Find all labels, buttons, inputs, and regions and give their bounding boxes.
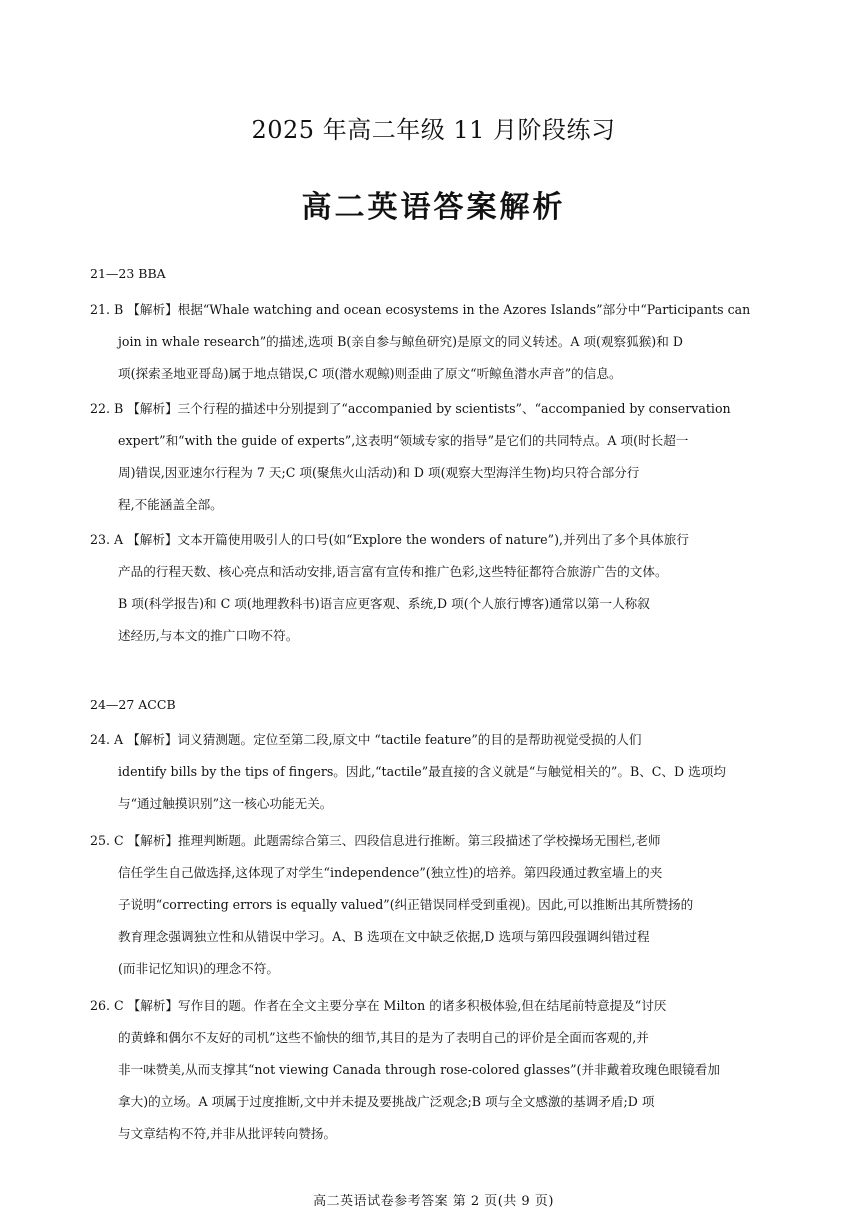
answer-line: (而非记忆知识)的理念不符。 <box>118 961 279 976</box>
answer-line: B 项(科学报告)和 C 项(地理教科书)语言应更客观、系统,D 项(个人旅行博客)通常以第一人称叙 <box>118 596 650 611</box>
document-title: 高二英语答案解析 <box>301 190 566 225</box>
answer-item-25 <box>90 825 780 985</box>
section-range-24-27: 24—27 ACCB <box>90 697 176 712</box>
answer-line: 教育理念强调独立性和从错误中学习。A、B 选项在文中缺乏依据,D 选项与第四段强调纠错过程 <box>118 929 650 944</box>
page-footer: 高二英语试卷参考答案 第 2 页(共 9 页) <box>313 1194 554 1209</box>
answer-line: 项(探索圣地亚哥岛)属于地点错误,C 项(潜水观鲸)则歪曲了原文“听鲸鱼潜水声音”的信息。 <box>118 366 622 381</box>
answer-line: 产品的行程天数、核心亮点和活动安排,语言富有宣传和推广色彩,这些特征都符合旅游广告的文体。 <box>118 564 668 579</box>
section-range-21-23: 21—23 BBA <box>90 266 166 281</box>
answer-item-23 <box>90 524 780 652</box>
answer-line: 述经历,与本文的推广口吻不符。 <box>118 628 299 643</box>
answer-item-21 <box>90 294 780 390</box>
answer-item-24 <box>90 724 780 820</box>
answer-line: expert”和“with the guide of experts”,这表明“领域专家的指导”是它们的共同特点。A 项(时长超一 <box>118 433 689 448</box>
answer-line: 23. A 【解析】文本开篇使用吸引人的口号(如“Explore the wonders of nature”),并列出了多个具体旅行 <box>90 532 689 547</box>
answer-line: 程,不能涵盖全部。 <box>118 497 223 512</box>
answer-item-26 <box>90 990 780 1150</box>
answer-line: 22. B 【解析】三个行程的描述中分别提到了“accompanied by scientists”、“accompanied by conservation <box>90 401 731 416</box>
answer-item-22 <box>90 393 780 521</box>
answer-line: identify bills by the tips of fingers。因此,“tactile”最直接的含义就是“与触觉相关的”。B、C、D 选项均 <box>118 764 726 779</box>
answer-line: 24. A 【解析】词义猜测题。定位至第二段,原文中 “tactile feature”的目的是帮助视觉受损的人们 <box>90 732 642 747</box>
answer-line: 信任学生自己做选择,这体现了对学生“independence”(独立性)的培养。第四段通过教室墙上的夹 <box>118 865 663 880</box>
answer-line: 与文章结构不符,并非从批评转向赞扬。 <box>118 1126 337 1141</box>
answer-line: 拿大)的立场。A 项属于过度推断,文中并未提及要挑战广泛观念;B 项与全文感激的基调矛盾;D 项 <box>118 1094 655 1109</box>
answer-line: join in whale research”的描述,选项 B(亲自参与鲸鱼研究)是原文的同义转述。A 项(观察狐猴)和 D <box>118 334 683 349</box>
answer-line: 25. C 【解析】推理判断题。此题需综合第三、四段信息进行推断。第三段描述了学校操场无围栏,老师 <box>90 833 661 848</box>
answer-line: 周)错误,因亚速尔行程为 7 天;C 项(聚焦火山活动)和 D 项(观察大型海洋生物)均只符合部分行 <box>118 465 640 480</box>
answer-line: 子说明“correcting errors is equally valued”(纠正错误同样受到重视)。因此,可以推断出其所赞扬的 <box>118 897 694 912</box>
exam-title: 2025 年高二年级 11 月阶段练习 <box>251 116 616 144</box>
answer-line: 与“通过触摸识别”这一核心功能无关。 <box>118 796 333 811</box>
answer-line: 的黄蜂和偶尔不友好的司机”这些不愉快的细节,其目的是为了表明自己的评价是全面而客观的,并 <box>118 1030 649 1045</box>
answer-line: 非一味赞美,从而支撑其“not viewing Canada through rose-colored glasses”(并非戴着玫瑰色眼镜看加 <box>118 1062 720 1077</box>
answer-line: 21. B 【解析】根据“Whale watching and ocean ecosystems in the Azores Islands”部分中“Participants can <box>90 302 751 317</box>
answer-line: 26. C 【解析】写作目的题。作者在全文主要分享在 Milton 的诸多积极体验,但在结尾前特意提及“讨厌 <box>90 998 667 1013</box>
